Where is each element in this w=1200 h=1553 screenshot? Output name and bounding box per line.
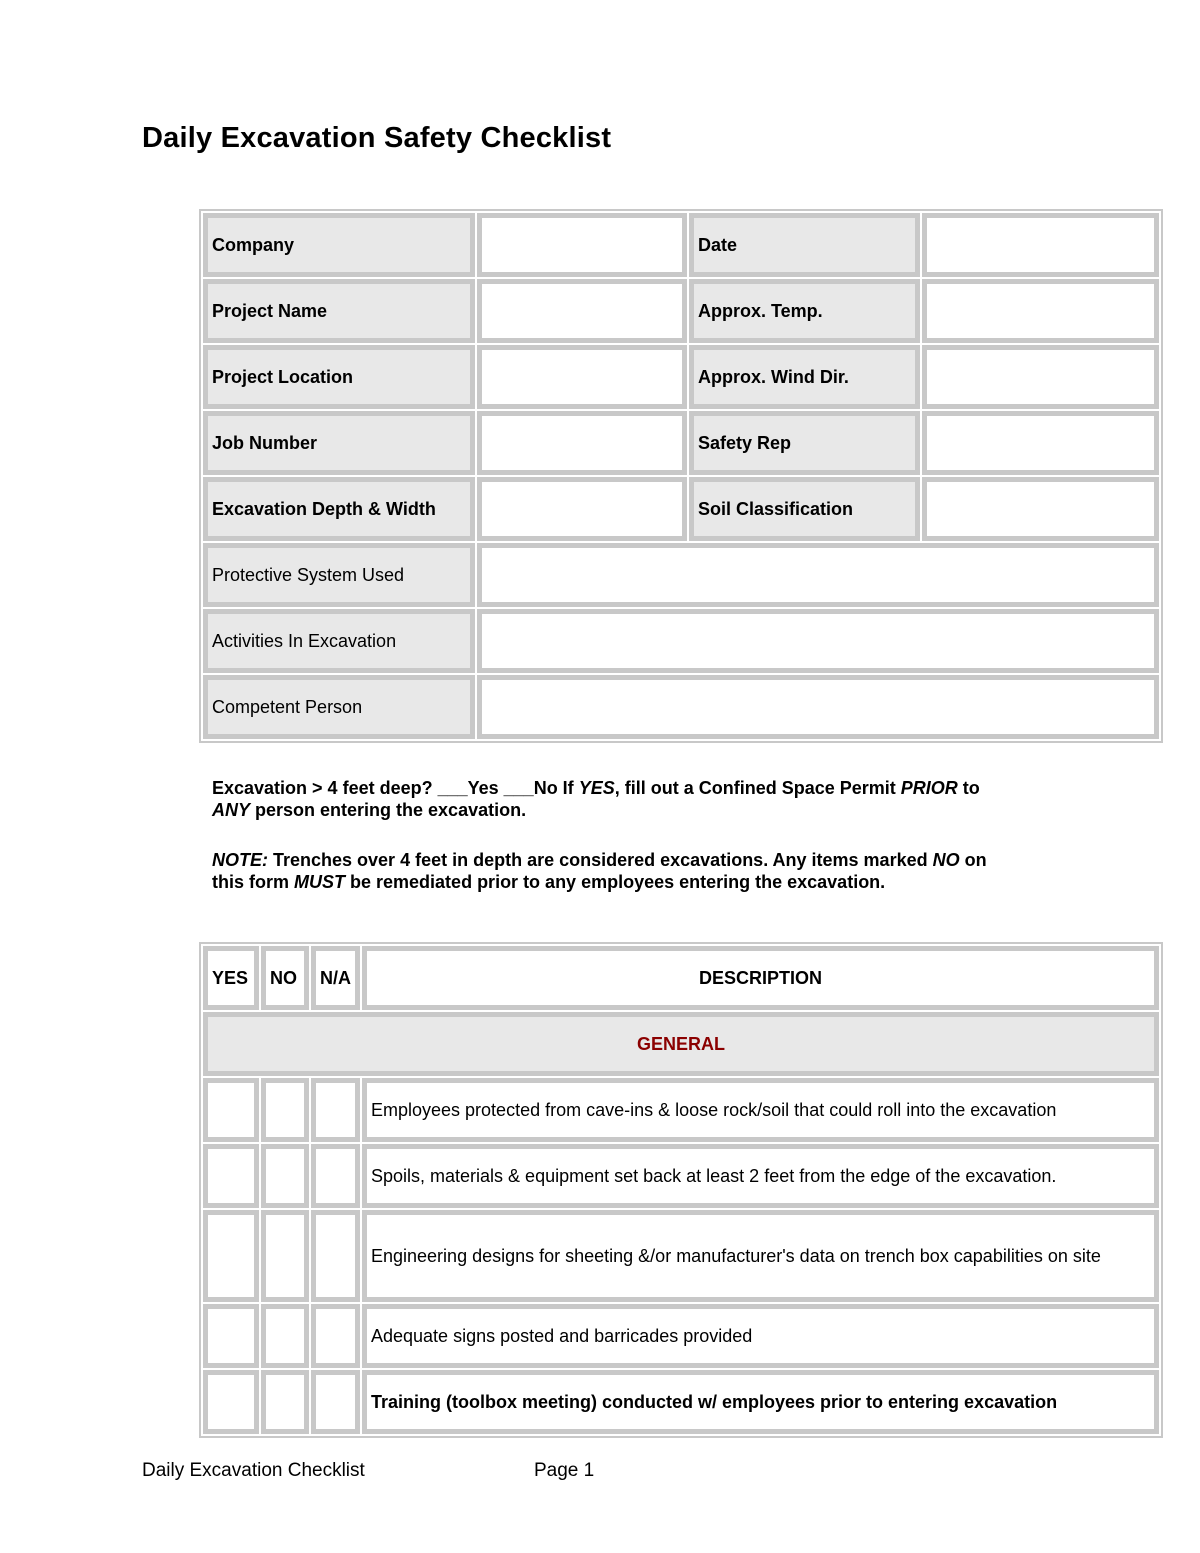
item-description: Adequate signs posted and barricades provided xyxy=(362,1304,1159,1368)
info-row-wide xyxy=(203,609,1159,673)
no-checkbox[interactable] xyxy=(261,1370,309,1434)
info-label-activities: Activities In Excavation xyxy=(203,609,475,673)
yes-checkbox[interactable] xyxy=(203,1370,259,1434)
info-label-soil-class: Soil Classification xyxy=(689,477,920,541)
company-field[interactable] xyxy=(477,213,687,277)
page-title: Daily Excavation Safety Checklist xyxy=(142,122,612,154)
project-info-table xyxy=(199,209,1163,743)
item-description: Employees protected from cave-ins & loose rock/soil that could roll into the excavation xyxy=(362,1078,1159,1142)
info-row-wide xyxy=(203,675,1159,739)
no-checkbox[interactable] xyxy=(261,1304,309,1368)
confined-space-note: Excavation > 4 feet deep? ___Yes ___No If YES, fill out a Confined Space Permit PRIOR to ANY person entering the excavation. xyxy=(212,778,980,820)
activities-field[interactable] xyxy=(477,609,1159,673)
checklist-table xyxy=(199,942,1163,1438)
info-row xyxy=(203,477,1159,541)
item-description: Engineering designs for sheeting &/or manufacturer's data on trench box capabilities on site xyxy=(362,1210,1159,1302)
no-checkbox[interactable] xyxy=(261,1144,309,1208)
item-description: Spoils, materials & equipment set back at least 2 feet from the edge of the excavation. xyxy=(362,1144,1159,1208)
approx-temp-field[interactable] xyxy=(922,279,1159,343)
info-label-wind-dir: Approx. Wind Dir. xyxy=(689,345,920,409)
info-row-wide xyxy=(203,543,1159,607)
info-label-depth-width: Excavation Depth & Width xyxy=(203,477,475,541)
footer-page-number: Page 1 xyxy=(534,1460,595,1481)
protective-system-field[interactable] xyxy=(477,543,1159,607)
info-label-approx-temp: Approx. Temp. xyxy=(689,279,920,343)
wind-dir-field[interactable] xyxy=(922,345,1159,409)
na-checkbox[interactable] xyxy=(311,1210,360,1302)
col-header-no: NO xyxy=(261,946,309,1010)
no-checkbox[interactable] xyxy=(261,1078,309,1142)
safety-rep-field[interactable] xyxy=(922,411,1159,475)
info-label-project-location: Project Location xyxy=(203,345,475,409)
info-label-project-name: Project Name xyxy=(203,279,475,343)
competent-person-field[interactable] xyxy=(477,675,1159,739)
yes-checkbox[interactable] xyxy=(203,1078,259,1142)
checklist-header-row xyxy=(203,946,1159,1010)
soil-class-field[interactable] xyxy=(922,477,1159,541)
no-checkbox[interactable] xyxy=(261,1210,309,1302)
col-header-description: DESCRIPTION xyxy=(362,946,1159,1010)
col-header-na: N/A xyxy=(311,946,360,1010)
yes-checkbox[interactable] xyxy=(203,1210,259,1302)
project-name-field[interactable] xyxy=(477,279,687,343)
checklist-item-row xyxy=(203,1210,1159,1302)
section-general-label: GENERAL xyxy=(203,1012,1159,1076)
item-description: Training (toolbox meeting) conducted w/ employees prior to entering excavation xyxy=(362,1370,1159,1434)
section-row xyxy=(203,1012,1159,1076)
checklist-item-row xyxy=(203,1304,1159,1368)
project-location-field[interactable] xyxy=(477,345,687,409)
checklist-item-row xyxy=(203,1144,1159,1208)
checklist-item-row xyxy=(203,1078,1159,1142)
info-label-job-number: Job Number xyxy=(203,411,475,475)
info-label-competent-person: Competent Person xyxy=(203,675,475,739)
na-checkbox[interactable] xyxy=(311,1078,360,1142)
info-label-company: Company xyxy=(203,213,475,277)
info-row xyxy=(203,345,1159,409)
checklist-item-row xyxy=(203,1370,1159,1434)
na-checkbox[interactable] xyxy=(311,1304,360,1368)
info-row xyxy=(203,411,1159,475)
date-field[interactable] xyxy=(922,213,1159,277)
depth-width-field[interactable] xyxy=(477,477,687,541)
na-checkbox[interactable] xyxy=(311,1370,360,1434)
yes-checkbox[interactable] xyxy=(203,1304,259,1368)
info-label-safety-rep: Safety Rep xyxy=(689,411,920,475)
job-number-field[interactable] xyxy=(477,411,687,475)
info-label-protective-system: Protective System Used xyxy=(203,543,475,607)
info-row xyxy=(203,279,1159,343)
na-checkbox[interactable] xyxy=(311,1144,360,1208)
footer-doc-title: Daily Excavation Checklist xyxy=(142,1460,365,1481)
info-label-date: Date xyxy=(689,213,920,277)
info-row xyxy=(203,213,1159,277)
yes-checkbox[interactable] xyxy=(203,1144,259,1208)
trench-note: NOTE: Trenches over 4 feet in depth are considered excavations. Any items marked NO on this form MUST be remediated prior to any employees entering the excavation. xyxy=(212,850,987,892)
col-header-yes: YES xyxy=(203,946,259,1010)
